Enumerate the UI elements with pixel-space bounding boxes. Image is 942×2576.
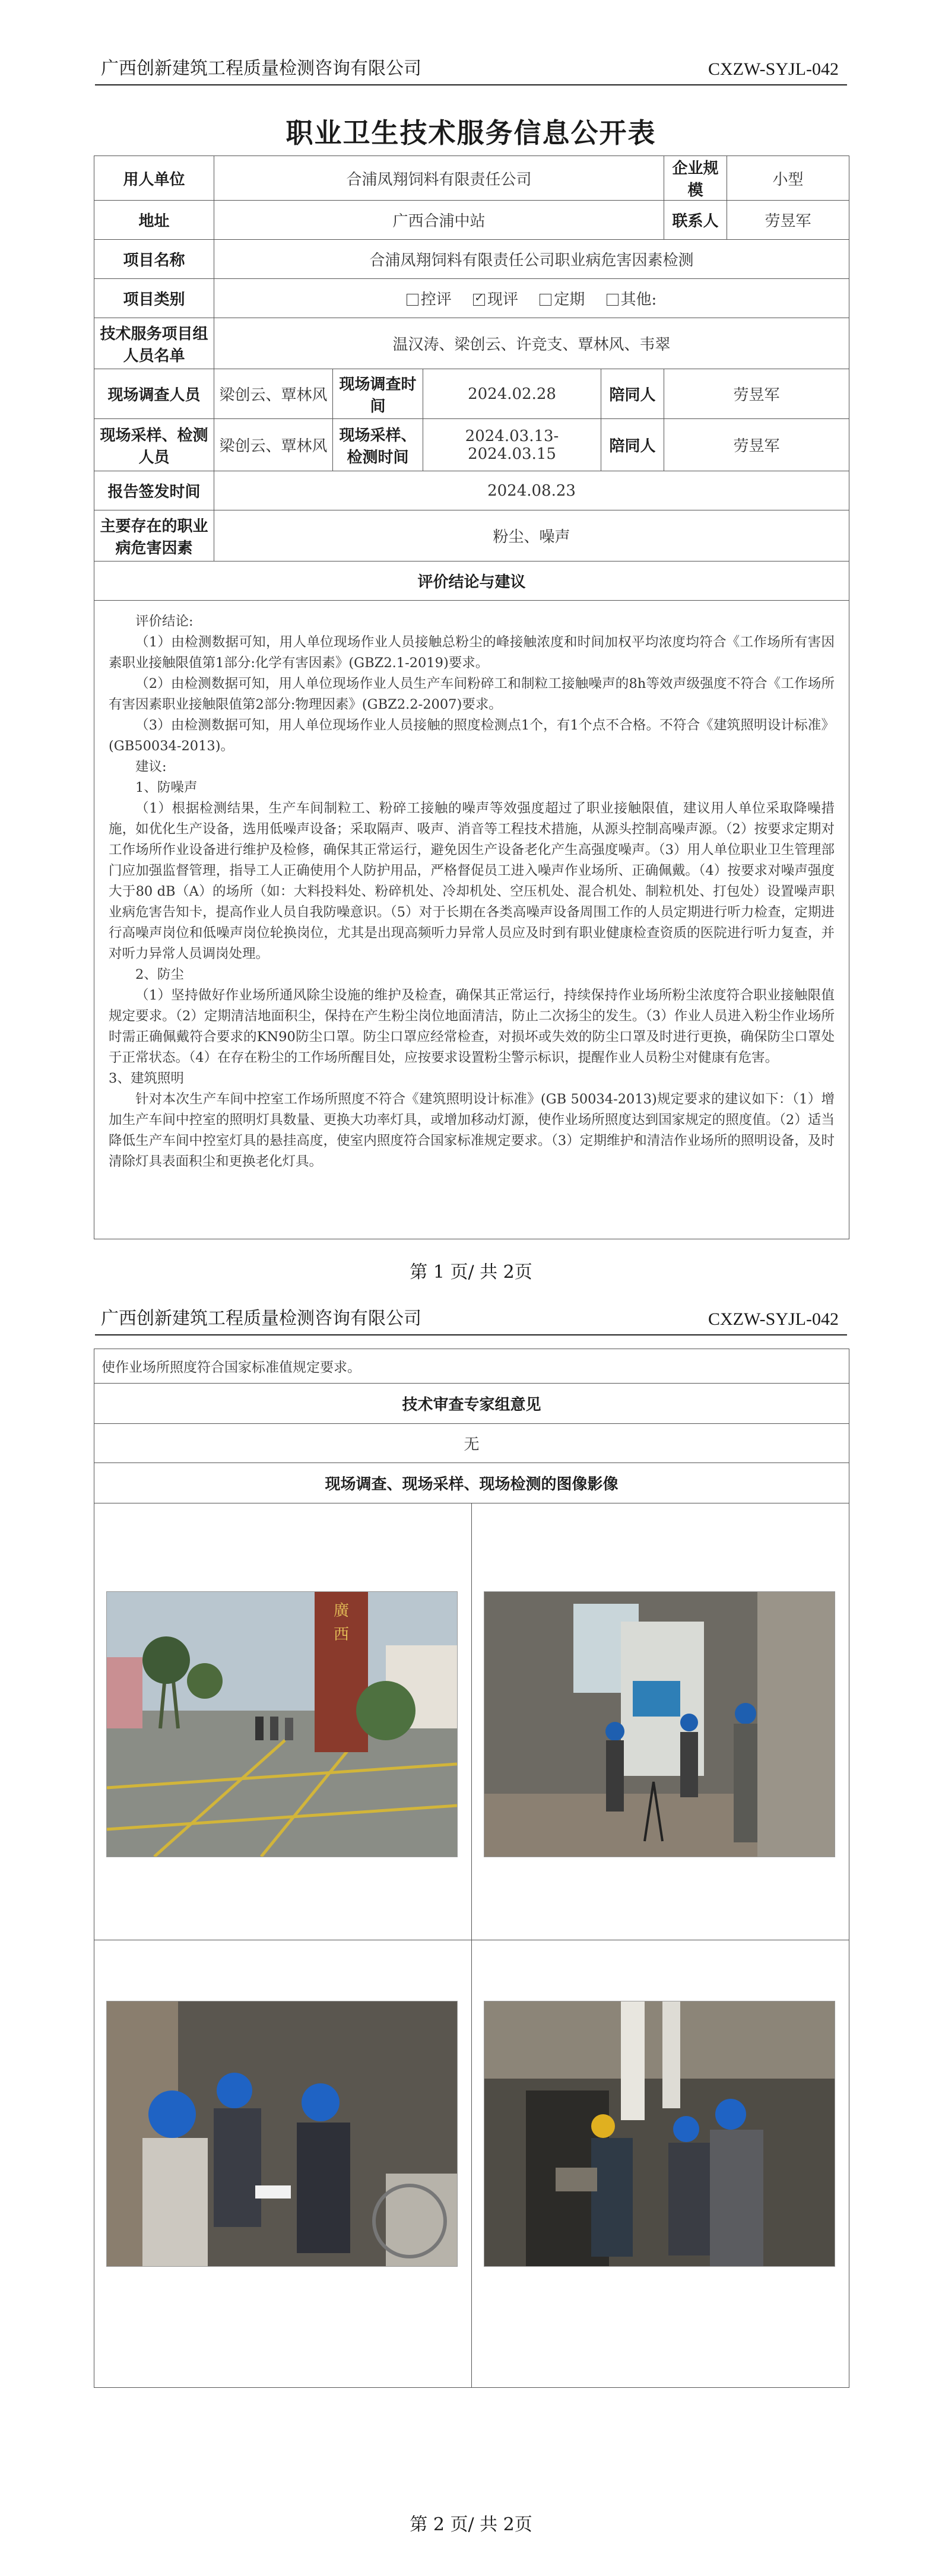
sampling-staff-label: 现场采样、检测人员 xyxy=(94,419,214,471)
employer-value: 合浦凤翔饲料有限责任公司 xyxy=(214,156,664,201)
category-option-current[interactable]: ✓ 现评 xyxy=(473,291,518,309)
svg-text:廣: 廣 xyxy=(333,1602,350,1620)
page-header xyxy=(95,55,847,85)
eval-heading-conclusion: 评价结论: xyxy=(135,614,194,629)
photo-gate xyxy=(106,1591,458,1857)
category-option-other[interactable]: 其他: xyxy=(607,291,657,309)
report-date-value: 2024.08.23 xyxy=(214,471,849,510)
scale-label: 企业规模 xyxy=(664,156,727,201)
checkbox-icon xyxy=(607,294,619,306)
eval-heading-noise: 1、防噪声 xyxy=(135,780,198,795)
sampling-time-label: 现场采样、检测时间 xyxy=(333,419,423,471)
page-2 xyxy=(0,1288,942,2576)
report-date-label: 报告签发时间 xyxy=(94,471,214,510)
hazards-label: 主要存在的职业病危害因素 xyxy=(94,510,214,561)
header-code: CXZW-SYJL-042 xyxy=(708,59,839,79)
page-footer: 第 2 页/ 共 2页 xyxy=(410,2514,532,2535)
header-org: 广西创新建筑工程质量检测咨询有限公司 xyxy=(101,1308,421,1329)
escort2-label: 陪同人 xyxy=(601,419,664,471)
evaluation-body xyxy=(94,601,849,1239)
employer-label: 用人单位 xyxy=(94,156,214,201)
photo-cell xyxy=(472,1503,849,1940)
eval-paragraph: （1）根据检测结果，生产车间制粒工、粉碎工接触的噪声等效强度超过了职业接触限值，建议用人单位采取降噪措施，如优化生产设备，选用低噪声设备；采取隔声、吸声、消音等工程技术措施，从源头控制高噪声源。（2）按要求定期对工作场所作业设备进行维护及检修，确保其正常运行，避免因生产设备老化产生高强度噪声。（3）用人单位职业卫生管理部门应加强监督管理，指导工人正确使用个人防护用品，严格督促员工进入噪声作业场所、正确佩戴。（4）按要求对噪声强度大于80 dB（A）的场所（如：大料投料处、粉碎机处、冷却机处、空压机处、混合机处、制粒机处、打包处）设置噪声职业病危害告知卡，提高作业人员自我防噪意识。（5）对于长期在各类高噪声设备周围工作的人员定期进行听力检查，定期进行高噪声岗位和低噪声岗位轮换岗位，尤其是出现高频听力异常人员应及时到有职业健康检查资质的医院进行听力复查，并对听力异常人员调岗处理。 xyxy=(109,801,835,962)
escort-value: 劳昱军 xyxy=(664,369,849,419)
photo-workers-masks xyxy=(106,2001,458,2267)
contact-value: 劳昱军 xyxy=(727,201,849,240)
eval-paragraph: （3）由检测数据可知，用人单位现场作业人员接触的照度检测点1个，有1个点不合格。不符合《建筑照明设计标准》(GB50034-2013)。 xyxy=(109,718,835,754)
checkbox-icon xyxy=(407,294,418,306)
survey-staff-label: 现场调查人员 xyxy=(94,369,214,419)
photo-cell xyxy=(94,1503,472,1940)
header-org: 广西创新建筑工程质量检测咨询有限公司 xyxy=(101,58,421,79)
eval-paragraph: （1）坚持做好作业场所通风除尘设施的维护及检查，确保其正常运行，持续保持作业场所粉尘浓度符合职业接触限值规定要求。（2）定期清洁地面积尘，保持在产生粉尘岗位地面清洁，防止二次扬尘的发生。（3）作业人员进入粉尘作业场所时需正确佩戴符合要求的KN90防尘口罩。防尘口罩应经常检查，对损坏或失效的防尘口罩及时进行更换，确保防尘口罩处于正常状态。（4）在存在粉尘的工作场所醒目处，应按要求设置粉尘警示标识，提醒作业人员粉尘对健康有危害。 xyxy=(109,988,835,1065)
eval-paragraph: （1）由检测数据可知，用人单位现场作业人员接触总粉尘的峰接触浓度和时间加权平均浓度均符合《工作场所有害因素职业接触限值第1部分:化学有害因素》(GBZ2.1-2019)要求。 xyxy=(109,635,835,671)
contact-label: 联系人 xyxy=(664,201,727,240)
scale-value: 小型 xyxy=(727,156,849,201)
address-value: 广西合浦中站 xyxy=(214,201,664,240)
category-options xyxy=(214,279,849,318)
info-table xyxy=(94,156,849,1239)
category-label: 项目类别 xyxy=(94,279,214,318)
photo-cell xyxy=(94,1940,472,2388)
header-code: CXZW-SYJL-042 xyxy=(708,1309,839,1329)
survey-staff-value: 梁创云、覃林风 xyxy=(214,369,333,419)
sampling-time-value: 2024.03.13-2024.03.15 xyxy=(423,419,601,471)
svg-text:西: 西 xyxy=(333,1626,350,1644)
escort-label: 陪同人 xyxy=(601,369,664,419)
eval-heading-lighting: 3、建筑照明 xyxy=(109,1071,184,1086)
escort2-value: 劳昱军 xyxy=(664,419,849,471)
category-option-periodic[interactable]: 定期 xyxy=(540,291,585,309)
survey-time-value: 2024.02.28 xyxy=(423,369,601,419)
survey-time-label: 现场调查时间 xyxy=(333,369,423,419)
photo-workshop-equipment xyxy=(484,1591,835,1857)
sampling-staff-value: 梁创云、覃林风 xyxy=(214,419,333,471)
category-option-control[interactable]: 控评 xyxy=(407,291,452,309)
project-label: 项目名称 xyxy=(94,240,214,279)
project-value: 合浦凤翔饲料有限责任公司职业病危害因素检测 xyxy=(214,240,849,279)
team-value: 温汉涛、梁创云、许竞支、覃林风、韦翠 xyxy=(214,318,849,369)
evaluation-continuation: 使作业场所照度符合国家标准值规定要求。 xyxy=(94,1349,849,1384)
expert-section-title: 技术审查专家组意见 xyxy=(94,1384,849,1424)
team-label: 技术服务项目组人员名单 xyxy=(94,318,214,369)
expert-value: 无 xyxy=(94,1424,849,1463)
eval-heading-dust: 2、防尘 xyxy=(135,967,184,982)
eval-heading-suggestions: 建议: xyxy=(135,759,167,775)
continuation-table xyxy=(94,1349,849,2388)
eval-paragraph: （2）由检测数据可知，用人单位现场作业人员生产车间粉碎工和制粒工接触噪声的8h等效声级强度不符合《工作场所有害因素职业接触限值第2部分:物理因素》(GBZ2.2-2007)要求。 xyxy=(109,676,835,712)
checkbox-checked-icon xyxy=(473,294,485,306)
address-label: 地址 xyxy=(94,201,214,240)
document-title: 职业卫生技术服务信息公开表 xyxy=(286,117,656,149)
hazards-value: 粉尘、噪声 xyxy=(214,510,849,561)
photo-machine-inspection xyxy=(484,2001,835,2267)
images-section-title: 现场调查、现场采样、现场检测的图像影像 xyxy=(94,1463,849,1503)
page-header xyxy=(95,1305,847,1335)
page-footer: 第 1 页/ 共 2页 xyxy=(410,1262,532,1283)
evaluation-section-title: 评价结论与建议 xyxy=(94,561,849,601)
checkbox-icon xyxy=(540,294,551,306)
eval-paragraph: 针对本次生产车间中控室工作场所照度不符合《建筑照明设计标准》(GB 50034-2013)规定要求的建议如下：（1）增加生产车间中控室的照明灯具数量、更换大功率灯具，或增加移动灯源，使作业场所照度达到国家规定的照度值。（2）适当降低生产车间中控室灯具的悬挂高度，使室内照度符合国家标准规定要求。（3）定期维护和清洁作业场所的照明设备，及时清除灯具表面积尘和更换老化灯具。 xyxy=(109,1092,835,1169)
photo-cell xyxy=(472,1940,849,2388)
